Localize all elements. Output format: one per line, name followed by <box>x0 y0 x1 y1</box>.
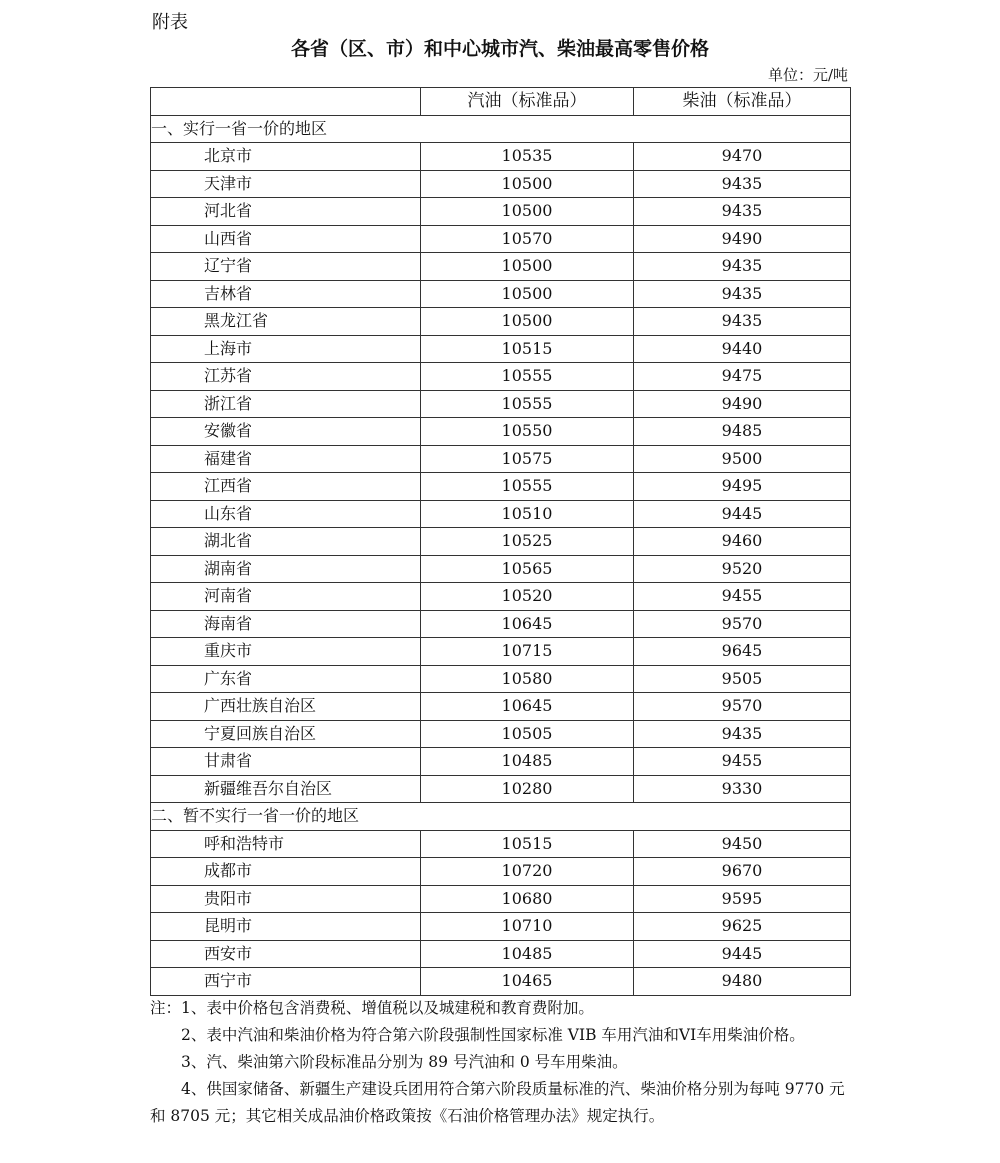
table-header-row <box>151 88 851 116</box>
gasoline-price-cell: 10485 <box>421 940 634 968</box>
region-name-cell: 江苏省 <box>151 363 421 391</box>
header-gasoline: 汽油（标准品） <box>421 88 634 116</box>
gasoline-price-cell: 10570 <box>421 225 634 253</box>
diesel-price-cell: 9570 <box>634 610 851 638</box>
table-row <box>151 143 851 171</box>
section-label: 一、实行一省一价的地区 <box>151 115 851 143</box>
gasoline-price-cell: 10555 <box>421 390 634 418</box>
diesel-price-cell: 9485 <box>634 418 851 446</box>
diesel-price-cell: 9445 <box>634 500 851 528</box>
price-table <box>150 87 851 996</box>
section-row <box>151 115 851 143</box>
table-row <box>151 390 851 418</box>
region-name-cell: 西宁市 <box>151 968 421 996</box>
table-row <box>151 308 851 336</box>
diesel-price-cell: 9435 <box>634 198 851 226</box>
gasoline-price-cell: 10485 <box>421 748 634 776</box>
diesel-price-cell: 9435 <box>634 308 851 336</box>
table-row <box>151 665 851 693</box>
gasoline-price-cell: 10680 <box>421 885 634 913</box>
region-name-cell: 福建省 <box>151 445 421 473</box>
gasoline-price-cell: 10580 <box>421 665 634 693</box>
page-title: 各省（区、市）和中心城市汽、柴油最高零售价格 <box>290 38 709 60</box>
region-name-cell: 呼和浩特市 <box>151 830 421 858</box>
diesel-price-cell: 9475 <box>634 363 851 391</box>
diesel-price-cell: 9490 <box>634 390 851 418</box>
region-name-cell: 浙江省 <box>151 390 421 418</box>
region-name-cell: 重庆市 <box>151 638 421 666</box>
gasoline-price-cell: 10505 <box>421 720 634 748</box>
table-row <box>151 528 851 556</box>
table-row <box>151 583 851 611</box>
table-row <box>151 748 851 776</box>
diesel-price-cell: 9450 <box>634 830 851 858</box>
table-row <box>151 445 851 473</box>
section-row <box>151 803 851 831</box>
gasoline-price-cell: 10510 <box>421 500 634 528</box>
region-name-cell: 贵阳市 <box>151 885 421 913</box>
diesel-price-cell: 9460 <box>634 528 851 556</box>
note-2: 2、表中汽油和柴油价格为符合第六阶段强制性国家标准 VIB 车用汽油和VI车用柴油价格。 <box>181 1026 805 1044</box>
table-row <box>151 473 851 501</box>
diesel-price-cell: 9645 <box>634 638 851 666</box>
table-row <box>151 858 851 886</box>
gasoline-price-cell: 10525 <box>421 528 634 556</box>
region-name-cell: 海南省 <box>151 610 421 638</box>
note-4: 4、供国家储备、新疆生产建设兵团用符合第六阶段质量标准的汽、柴油价格分别为每吨 9770 元和 8705 元；其它相关成品油价格政策按《石油价格管理办法》规定执行。 <box>150 1080 845 1125</box>
diesel-price-cell: 9435 <box>634 720 851 748</box>
gasoline-price-cell: 10555 <box>421 363 634 391</box>
diesel-price-cell: 9625 <box>634 913 851 941</box>
note-3: 3、汽、柴油第六阶段标准品分别为 89 号汽油和 0 号车用柴油。 <box>181 1053 628 1071</box>
table-row <box>151 363 851 391</box>
table-row <box>151 500 851 528</box>
diesel-price-cell: 9520 <box>634 555 851 583</box>
gasoline-price-cell: 10500 <box>421 198 634 226</box>
diesel-price-cell: 9495 <box>634 473 851 501</box>
gasoline-price-cell: 10575 <box>421 445 634 473</box>
diesel-price-cell: 9435 <box>634 170 851 198</box>
gasoline-price-cell: 10500 <box>421 280 634 308</box>
diesel-price-cell: 9435 <box>634 280 851 308</box>
gasoline-price-cell: 10710 <box>421 913 634 941</box>
region-name-cell: 山西省 <box>151 225 421 253</box>
gasoline-price-cell: 10720 <box>421 858 634 886</box>
unit-label: 单位：元/吨 <box>767 66 848 84</box>
region-name-cell: 安徽省 <box>151 418 421 446</box>
table-row <box>151 280 851 308</box>
section-label: 二、暂不实行一省一价的地区 <box>151 803 851 831</box>
diesel-price-cell: 9490 <box>634 225 851 253</box>
table-row <box>151 418 851 446</box>
gasoline-price-cell: 10535 <box>421 143 634 171</box>
gasoline-price-cell: 10645 <box>421 610 634 638</box>
diesel-price-cell: 9670 <box>634 858 851 886</box>
diesel-price-cell: 9455 <box>634 748 851 776</box>
note-1: 注：1、表中价格包含消费税、增值税以及城建税和教育费附加。 <box>150 999 594 1017</box>
gasoline-price-cell: 10500 <box>421 170 634 198</box>
gasoline-price-cell: 10500 <box>421 253 634 281</box>
region-name-cell: 甘肃省 <box>151 748 421 776</box>
table-row <box>151 913 851 941</box>
region-name-cell: 昆明市 <box>151 913 421 941</box>
region-name-cell: 广西壮族自治区 <box>151 693 421 721</box>
diesel-price-cell: 9505 <box>634 665 851 693</box>
gasoline-price-cell: 10500 <box>421 308 634 336</box>
gasoline-price-cell: 10550 <box>421 418 634 446</box>
table-row <box>151 968 851 996</box>
table-row <box>151 940 851 968</box>
header-diesel: 柴油（标准品） <box>634 88 851 116</box>
region-name-cell: 天津市 <box>151 170 421 198</box>
appendix-label: 附表 <box>152 12 188 33</box>
region-name-cell: 江西省 <box>151 473 421 501</box>
gasoline-price-cell: 10520 <box>421 583 634 611</box>
table-row <box>151 693 851 721</box>
gasoline-price-cell: 10515 <box>421 335 634 363</box>
price-table-body <box>151 115 851 995</box>
region-name-cell: 宁夏回族自治区 <box>151 720 421 748</box>
gasoline-price-cell: 10645 <box>421 693 634 721</box>
region-name-cell: 广东省 <box>151 665 421 693</box>
table-row <box>151 170 851 198</box>
table-row <box>151 555 851 583</box>
diesel-price-cell: 9595 <box>634 885 851 913</box>
table-row <box>151 253 851 281</box>
region-name-cell: 河北省 <box>151 198 421 226</box>
region-name-cell: 北京市 <box>151 143 421 171</box>
table-row <box>151 610 851 638</box>
diesel-price-cell: 9500 <box>634 445 851 473</box>
region-name-cell: 辽宁省 <box>151 253 421 281</box>
gasoline-price-cell: 10515 <box>421 830 634 858</box>
table-row <box>151 775 851 803</box>
diesel-price-cell: 9455 <box>634 583 851 611</box>
region-name-cell: 新疆维吾尔自治区 <box>151 775 421 803</box>
table-row <box>151 885 851 913</box>
gasoline-price-cell: 10465 <box>421 968 634 996</box>
region-name-cell: 黑龙江省 <box>151 308 421 336</box>
diesel-price-cell: 9440 <box>634 335 851 363</box>
gasoline-price-cell: 10280 <box>421 775 634 803</box>
region-name-cell: 山东省 <box>151 500 421 528</box>
region-name-cell: 上海市 <box>151 335 421 363</box>
diesel-price-cell: 9570 <box>634 693 851 721</box>
gasoline-price-cell: 10555 <box>421 473 634 501</box>
region-name-cell: 湖南省 <box>151 555 421 583</box>
table-row <box>151 335 851 363</box>
table-row <box>151 830 851 858</box>
notes <box>150 995 850 1130</box>
diesel-price-cell: 9470 <box>634 143 851 171</box>
header-region <box>151 88 421 116</box>
gasoline-price-cell: 10715 <box>421 638 634 666</box>
region-name-cell: 吉林省 <box>151 280 421 308</box>
region-name-cell: 河南省 <box>151 583 421 611</box>
diesel-price-cell: 9445 <box>634 940 851 968</box>
region-name-cell: 湖北省 <box>151 528 421 556</box>
table-row <box>151 225 851 253</box>
diesel-price-cell: 9435 <box>634 253 851 281</box>
diesel-price-cell: 9480 <box>634 968 851 996</box>
table-row <box>151 720 851 748</box>
gasoline-price-cell: 10565 <box>421 555 634 583</box>
table-row <box>151 638 851 666</box>
diesel-price-cell: 9330 <box>634 775 851 803</box>
region-name-cell: 西安市 <box>151 940 421 968</box>
region-name-cell: 成都市 <box>151 858 421 886</box>
table-row <box>151 198 851 226</box>
